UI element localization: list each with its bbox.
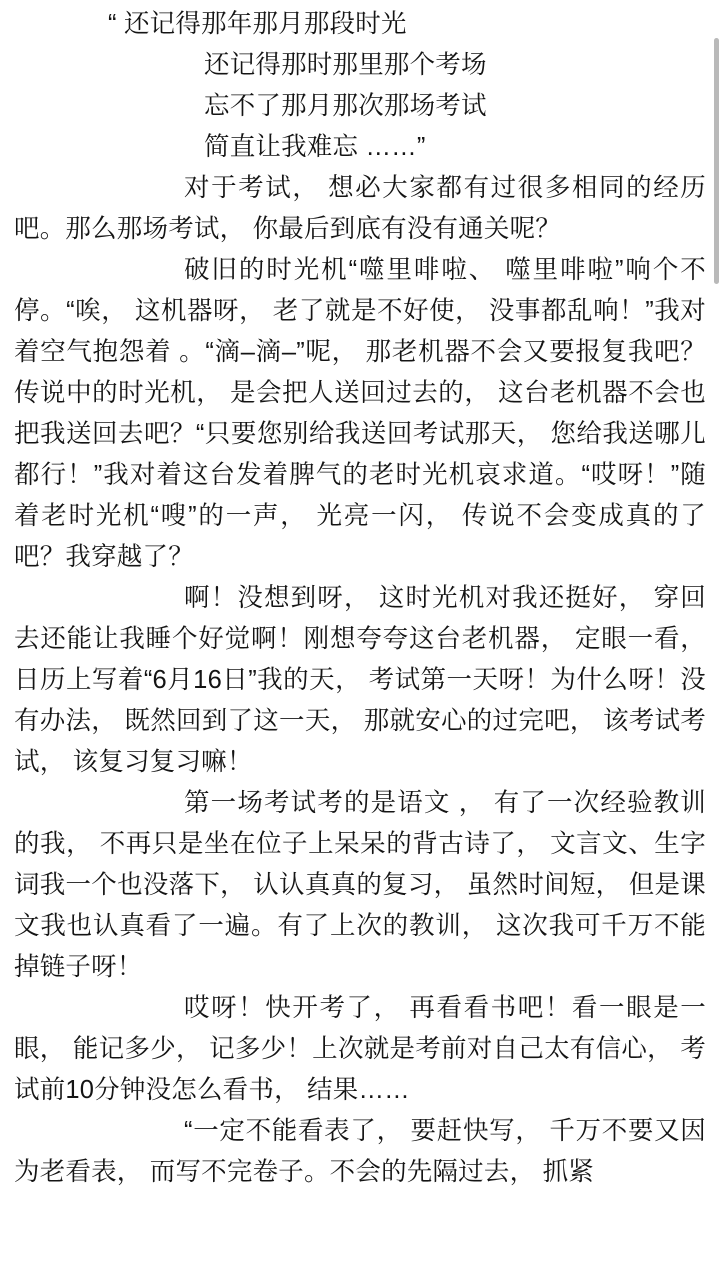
poem-line: “ 还记得那年那月那段时光 (108, 10, 407, 38)
scrollbar-thumb[interactable] (714, 38, 719, 284)
poem-line: 简直让我难忘 ……” (204, 133, 426, 161)
article-body (14, 4, 706, 1193)
paragraph: 啊！没想到呀， 这时光机对我还挺好， 穿回去还能让我睡个好觉啊！刚想夸夸这台老机器， 定眼一看， 日历上写着“6月16日”我的天， 考试第一天呀！为什么呀！没有办法， 既然回到了这一天， 那就安心的过完吧， 该考试考试， 该复习复习嘛！ (14, 584, 706, 776)
vertical-scrollbar[interactable] (714, 0, 720, 1286)
paragraph: 哎呀！快开考了， 再看看书吧！看一眼是一眼， 能记多少， 记多少！上次就是考前对自己太有信心， 考试前10分钟没怎么看书， 结果…… (14, 994, 706, 1104)
paragraph: 破旧的时光机“噬里啡啦、 噬里啡啦”响个不停。“唉， 这机器呀， 老了就是不好使， 没事都乱响！”我对着空气抱怨着 。“滴–滴–”呢， 那老机器不会又要报复我吧？ 传说中的时光机， 是会把人送回过去的， 这台老机器不会也把我送回去吧？“只要您别给我送回考试那天， 您给我送哪儿都行！”我对着这台发着脾气的老时光机哀求道。“哎呀！”随着老时光机“嗖”的一声， 光亮一闪， 传说不会变成真的了吧？我穿越了？ (14, 256, 706, 571)
poem-line: 忘不了那月那次那场考试 (204, 92, 487, 120)
paragraph: “一定不能看表了， 要赶快写， 千万不要又因为老看表， 而写不完卷子。不会的先隔过去， 抓紧 (14, 1117, 706, 1186)
paragraph: 对于考试， 想必大家都有过很多相同的经历吧。那么那场考试， 你最后到底有没有通关呢？ (14, 174, 706, 243)
poem-line: 还记得那时那里那个考场 (204, 51, 487, 79)
paragraph: 第一场考试考的是语文 ， 有了一次经验教训的我， 不再只是坐在位子上呆呆的背古诗了， 文言文、生字词我一个也没落下， 认认真真的复习， 虽然时间短， 但是课文我也认真看了一遍。有了上次的教训， 这次我可千万不能掉链子呀！ (14, 789, 706, 981)
